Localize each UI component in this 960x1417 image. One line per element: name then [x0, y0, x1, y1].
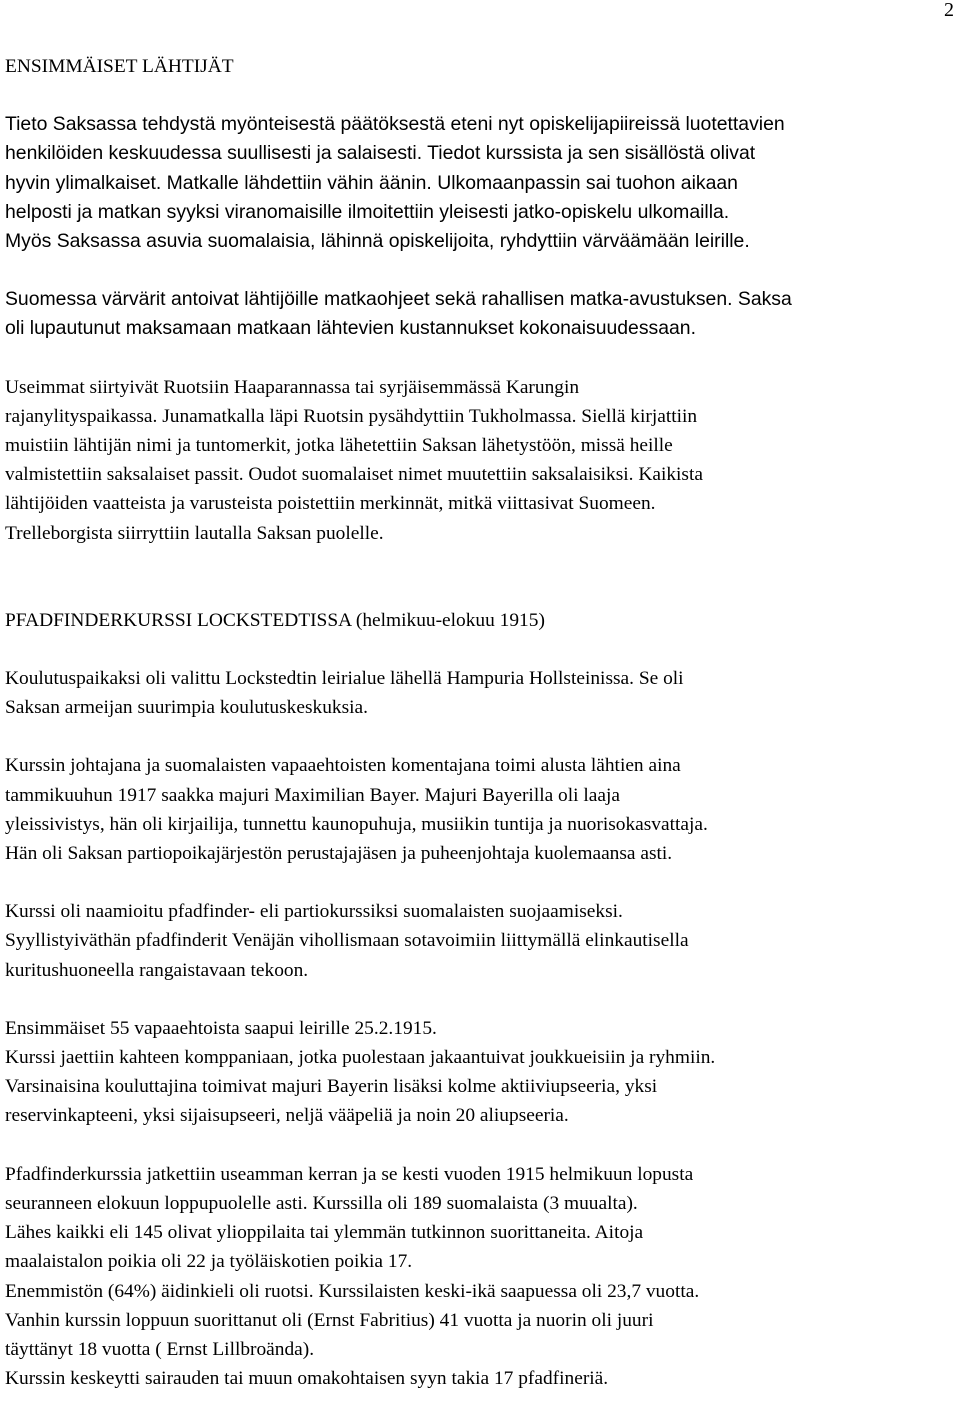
paragraph: [5, 110, 955, 256]
text-line: seuranneen elokuun loppupuolelle asti. Kurssilla oli 189 suomalaista (3 muualta).: [5, 1192, 638, 1214]
paragraph: [5, 285, 955, 343]
section-title-pfadfinderkurssi: PFADFINDERKURSSI LOCKSTEDTISSA (helmikuu-elokuu 1915): [5, 609, 545, 631]
paragraph: [5, 1014, 955, 1131]
text-line: Koulutuspaikaksi oli valittu Lockstedtin leirialue lähellä Hampuria Hollsteinissa. Se oli: [5, 668, 684, 690]
text-line: Kurssin johtajana ja suomalaisten vapaaehtoisten komentajana toimi alusta lähtien aina: [5, 755, 681, 777]
text-line: Trelleborgista siirryttiin lautalla Saksan puolelle.: [5, 522, 384, 544]
text-line: Enemmistön (64%) äidinkieli oli ruotsi. Kurssilaisten keski-ikä saapuessa oli 23,7 vuotta.: [5, 1280, 700, 1302]
text-line: rajanylityspaikassa. Junamatkalla läpi Ruotsin pysähdyttiin Tukholmassa. Siellä kirjattiin: [5, 405, 698, 427]
text-line: Kurssin keskeytti sairauden tai muun omakohtaisen syyn takia 17 pfadfineriä.: [5, 1368, 609, 1390]
text-line: maalaistalon poikia oli 22 ja työläiskotien poikia 17.: [5, 1251, 413, 1273]
text-line: valmistettiin saksalaiset passit. Oudot suomalaiset nimet muutettiin saksalaisiksi. Kaikista: [5, 464, 703, 486]
text-line: kuritushuoneella rangaistavaan tekoon.: [5, 959, 309, 981]
paragraph: [5, 664, 955, 722]
text-line: lähtijöiden vaatteista ja varusteista poistettiin merkinnät, mitkä viittasivat Suomeen.: [5, 493, 656, 515]
paragraph: [5, 897, 955, 985]
text-line: Kurssi jaettiin kahteen komppaniaan, jotka puolestaan jakaantuivat joukkueisiin ja ryhmiin.: [5, 1047, 716, 1069]
text-line: Hän oli Saksan partiopoikajärjestön perustajajäsen ja puheenjohtaja kuolemaansa asti.: [5, 843, 673, 865]
text-line: yleissivistys, hän oli kirjailija, tunnettu kaunopuhuja, musiikin tuntija ja nuorisokasvattaja.: [5, 813, 708, 835]
text-line: henkilöiden keskuudessa suullisesti ja salaisesti. Tiedot kurssista ja sen sisällöstä olivat: [5, 142, 756, 165]
text-line: Syyllistyiväthän pfadfinderit Venäjän vihollismaan sotavoimiin liittymällä elinkautisella: [5, 930, 689, 952]
text-line: Kurssi oli naamioitu pfadfinder- eli partiokurssiksi suomalaisten suojaamiseksi.: [5, 901, 623, 923]
paragraph: [5, 751, 955, 868]
text-line: Suomessa värvärit antoivat lähtijöille matkaohjeet sekä rahallisen matka-avustuksen. Saksa: [5, 288, 792, 311]
text-line: Tieto Saksassa tehdystä myönteisestä päätöksestä eteni nyt opiskelijapiireissä luotettavien: [5, 113, 785, 136]
text-line: Myös Saksassa asuvia suomalaisia, lähinnä opiskelijoita, ryhdyttiin värväämään leirille.: [5, 230, 750, 253]
text-line: hyvin ylimalkaiset. Matkalle lähdettiin vähin äänin. Ulkomaanpassin sai tuohon aikaan: [5, 171, 738, 194]
text-line: helposti ja matkan syyksi viranomaisille ilmoitettiin yleisesti jatko-opiskelu ulkomailla.: [5, 200, 730, 223]
text-line: Useimmat siirtyivät Ruotsiin Haaparannassa tai syrjäisemmässä Karungin: [5, 376, 580, 398]
text-line: Ensimmäiset 55 vapaaehtoista saapui leirille 25.2.1915.: [5, 1017, 437, 1039]
text-line: Vanhin kurssin loppuun suorittanut oli (Ernst Fabritius) 41 vuotta ja nuorin oli juuri: [5, 1309, 654, 1331]
text-line: muistiin lähtijän nimi ja tuntomerkit, jotka lähetettiin Saksan lähetystöön, missä heille: [5, 435, 673, 457]
paragraph: [5, 373, 955, 548]
page-number: 2: [944, 0, 954, 21]
text-line: reservinkapteeni, yksi sijaisupseeri, neljä vääpeliä ja noin 20 aliupseeria.: [5, 1105, 569, 1127]
text-line: oli lupautunut maksamaan matkaan lähtevien kustannukset kokonaisuudessaan.: [5, 317, 696, 340]
text-line: täyttänyt 18 vuotta ( Ernst Lillbroända).: [5, 1338, 315, 1360]
text-line: Varsinaisina kouluttajina toimivat majuri Bayerin lisäksi kolme aktiiviupseeria, yksi: [5, 1076, 658, 1098]
text-line: tammikuuhun 1917 saakka majuri Maximilian Bayer. Majuri Bayerilla oli laaja: [5, 784, 620, 806]
paragraph: [5, 1160, 955, 1394]
text-line: Saksan armeijan suurimpia koulutuskeskuksia.: [5, 697, 368, 719]
text-line: Pfadfinderkurssia jatkettiin useamman kerran ja se kesti vuoden 1915 helmikuun lopusta: [5, 1163, 694, 1185]
section-title-ensimmaiset-lahtijat: ENSIMMÄISET LÄHTIJÄT: [5, 56, 234, 77]
text-line: Lähes kaikki eli 145 olivat ylioppilaita tai ylemmän tutkinnon suorittaneita. Aitoja: [5, 1222, 644, 1244]
document-body: [5, 52, 955, 1393]
